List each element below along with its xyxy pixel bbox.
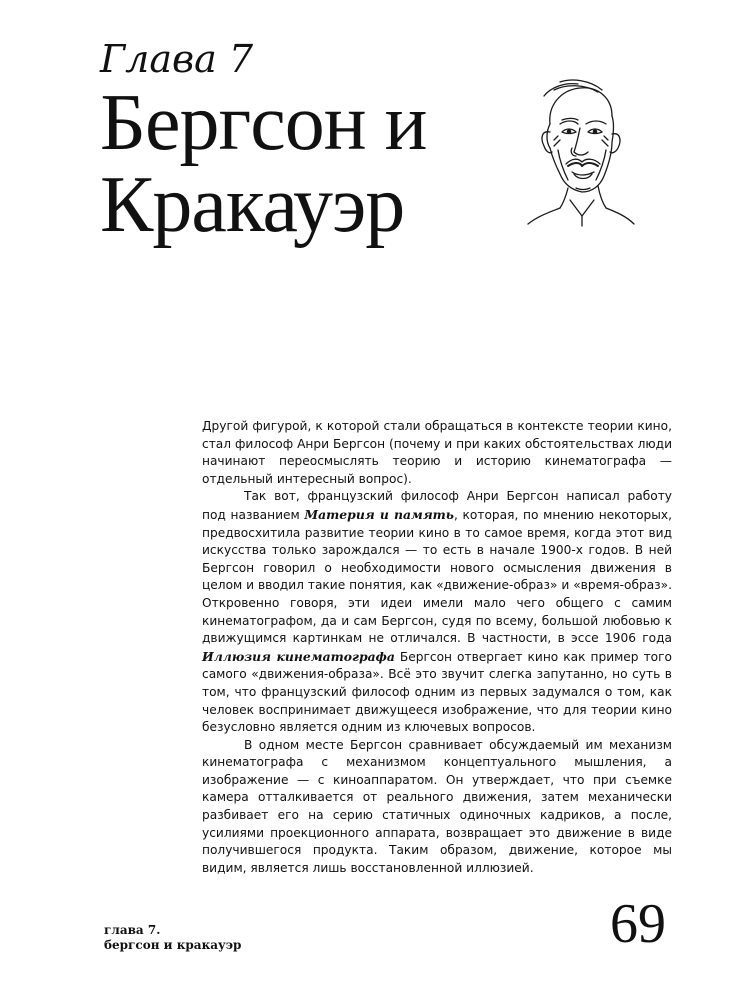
chapter-title-line-1: Бергсон и	[100, 79, 427, 167]
paragraph-2	[202, 488, 672, 736]
chapter-title	[100, 79, 427, 249]
portrait-sketch-icon	[520, 76, 638, 228]
chapter-title-line-2: Кракауэр	[100, 161, 405, 249]
page-number: 69	[610, 893, 666, 955]
running-head-line-2: бергсон и кракауэр	[104, 938, 242, 952]
paragraph-1: Другой фигурой, к которой стали обращаться в контексте теории кино, стал философ Анри Бергсон (почему и при каких обстоятельствах люди начинают переосмыслять теорию и историю кинематографа — отдельный интересный вопрос).	[202, 419, 672, 486]
paragraph-2-part-a: Так вот, французский философ Анри Бергсон написал работу под названием	[202, 489, 672, 522]
paragraph-2-part-c: Бергсон отвергает кино как пример того самого «движения-образа». Всё это звучит слегка запутанно, но суть в том, что французский философ одним из первых задумался о том, как человек воспринимает движущееся изображение, что для теории кино безусловно является одним из ключевых вопросов.	[202, 649, 672, 735]
paragraph-2-part-b: , которая, по мнению некоторых, предвосхитила развитие теории кино в то самое время, когда этот вид искусства только зарождался — то есть в начале 1900-х годов. В ней Бергсон говорил о необходимости нового осмысления движения в целом и вводил такие понятия, как «движение-образ» и «время-образ». Откровенно говоря, эти идеи имели мало чего общего с самим кинематографом, да и сам Бергсон, судя по всему, большой любовью к движущимся картинкам не отличался. В частности, в эссе 1906 года	[202, 507, 672, 646]
paragraph-3: В одном месте Бергсон сравнивает обсуждаемый им механизм кинематографа с механизмом концептуального мышления, а изображение — с киноаппаратом. Он утверждает, что при съемке камера отталкивается от реального движения, затем механически разбивает его на серию статичных одиночных кадриков, а после, усилиями проекционного аппарата, возвращает это движение в виде получившегося продукта. Таким образом, движение, которое мы видим, является лишь восстановленной иллюзией.	[202, 737, 672, 875]
work-title-cinematographic-illusion: Иллюзия кинематографа	[202, 648, 395, 664]
running-head	[104, 923, 241, 953]
chapter-label: Глава 7	[100, 37, 254, 81]
work-title-matter-and-memory: Материя и память	[304, 506, 454, 522]
running-head-line-1: глава 7.	[104, 923, 161, 937]
body-text	[202, 418, 672, 877]
